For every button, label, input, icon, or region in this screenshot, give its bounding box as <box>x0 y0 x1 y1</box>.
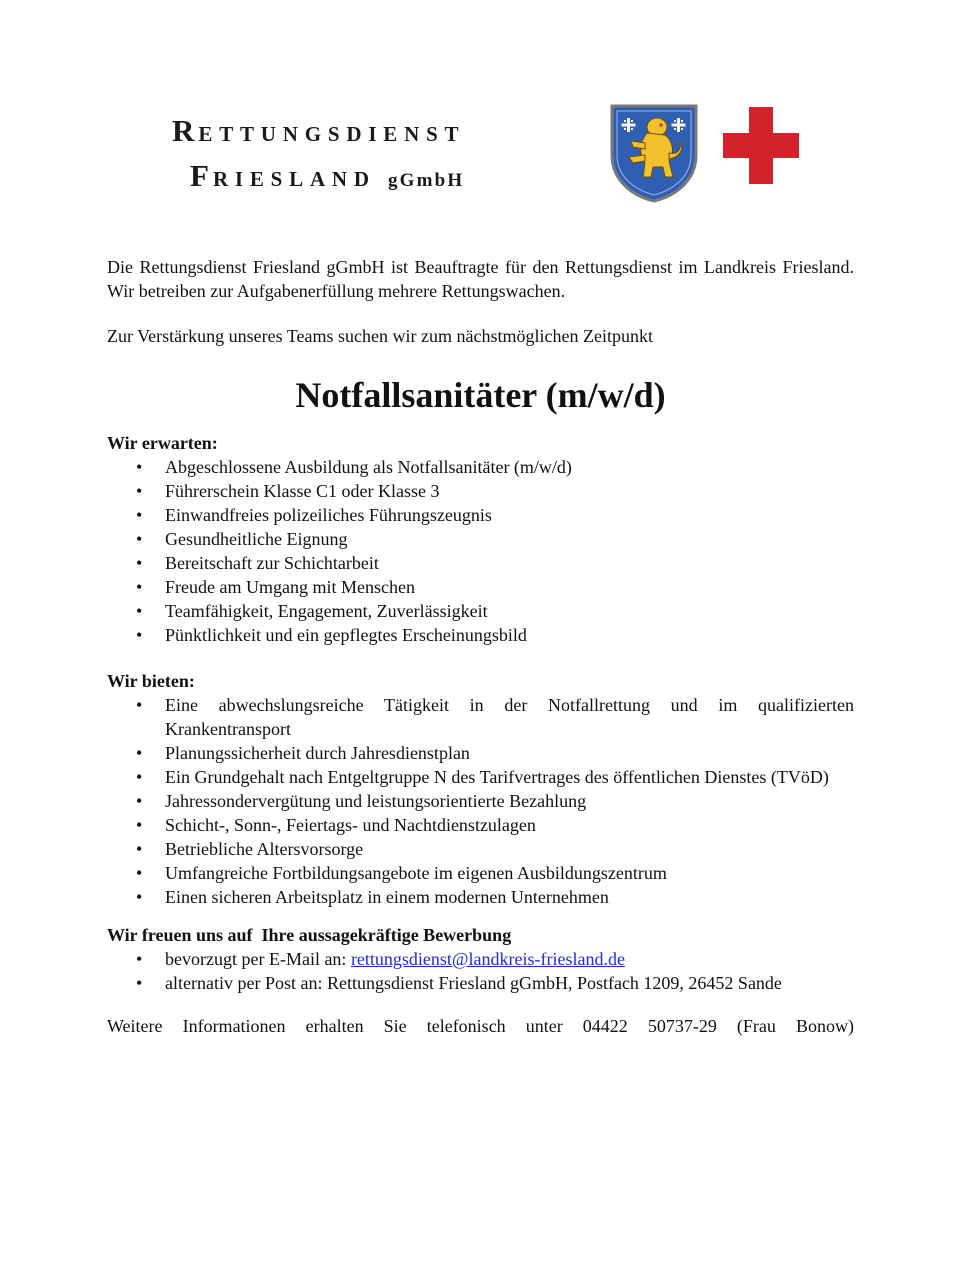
list-item: • Abgeschlossene Ausbildung als Notfallsanitäter (m/w/d) <box>107 455 854 479</box>
list-item: • Betriebliche Altersvorsorge <box>107 837 854 861</box>
list-item: • Führerschein Klasse C1 oder Klasse 3 <box>107 479 854 503</box>
list-item: • Planungssicherheit durch Jahresdienstplan <box>107 741 854 765</box>
intro-paragraph: Die Rettungsdienst Friesland gGmbH ist Beauftragte für den Rettungsdienst im Landkreis Friesland. Wir betreiben zur Aufgabenerfüllung mehrere Rettungswachen. <box>107 257 854 301</box>
job-title: Notfallsanitäter (m/w/d) <box>295 375 666 415</box>
list-item: • Umfangreiche Fortbildungsangebote im eigenen Ausbildungszentrum <box>107 861 854 885</box>
list-item: • Einwandfreies polizeiliches Führungszeugnis <box>107 503 854 527</box>
expect-heading: Wir erwarten: <box>107 433 218 453</box>
offer-heading: Wir bieten: <box>107 671 195 691</box>
list-item: • Ein Grundgehalt nach Entgeltgruppe N des Tarifvertrages des öffentlichen Dienstes (TVöD) <box>107 765 854 789</box>
intro-search-paragraph: Zur Verstärkung unseres Teams suchen wir zum nächstmöglichen Zeitpunkt <box>107 326 653 346</box>
org-name-line1: RETTUNGSDIENST <box>172 113 466 148</box>
list-item: • Jahressondervergütung und leistungsorientierte Bezahlung <box>107 789 854 813</box>
coat-of-arms-icon <box>609 103 699 203</box>
job-posting-body <box>107 255 854 1038</box>
expect-list <box>107 455 854 647</box>
list-item: • Einen sicheren Arbeitsplatz in einem modernen Unternehmen <box>107 885 854 909</box>
list-item: • alternativ per Post an: Rettungsdienst Friesland gGmbH, Postfach 1209, 26452 Sande <box>107 971 854 995</box>
list-item: • Bereitschaft zur Schichtarbeit <box>107 551 854 575</box>
list-item <box>107 947 854 971</box>
list-item: • Eine abwechslungsreiche Tätigkeit in der Notfallrettung und im qualifizierten Krankentransport <box>107 693 854 741</box>
contact-info: Weitere Informationen erhalten Sie telefonisch unter 04422 50737-29 (Frau Bonow) <box>107 1016 854 1036</box>
email-prefix: bevorzugt per E-Mail an: <box>165 949 351 969</box>
org-name-line2: FRIESLAND gGmbH <box>190 158 465 193</box>
list-item: • Freude am Umgang mit Menschen <box>107 575 854 599</box>
organization-name <box>172 110 465 202</box>
apply-heading: Wir freuen uns auf Ihre aussagekräftige Bewerbung <box>107 925 512 945</box>
apply-list <box>107 947 854 995</box>
list-item: • Pünktlichkeit und ein gepflegtes Erscheinungsbild <box>107 623 854 647</box>
list-item: • Teamfähigkeit, Engagement, Zuverlässigkeit <box>107 599 854 623</box>
offer-list <box>107 693 854 909</box>
red-cross-icon <box>723 107 799 184</box>
list-item: • Schicht-, Sonn-, Feiertags- und Nachtdienstzulagen <box>107 813 854 837</box>
email-link[interactable]: rettungsdienst@landkreis-friesland.de <box>350 949 625 969</box>
list-item: • Gesundheitliche Eignung <box>107 527 854 551</box>
